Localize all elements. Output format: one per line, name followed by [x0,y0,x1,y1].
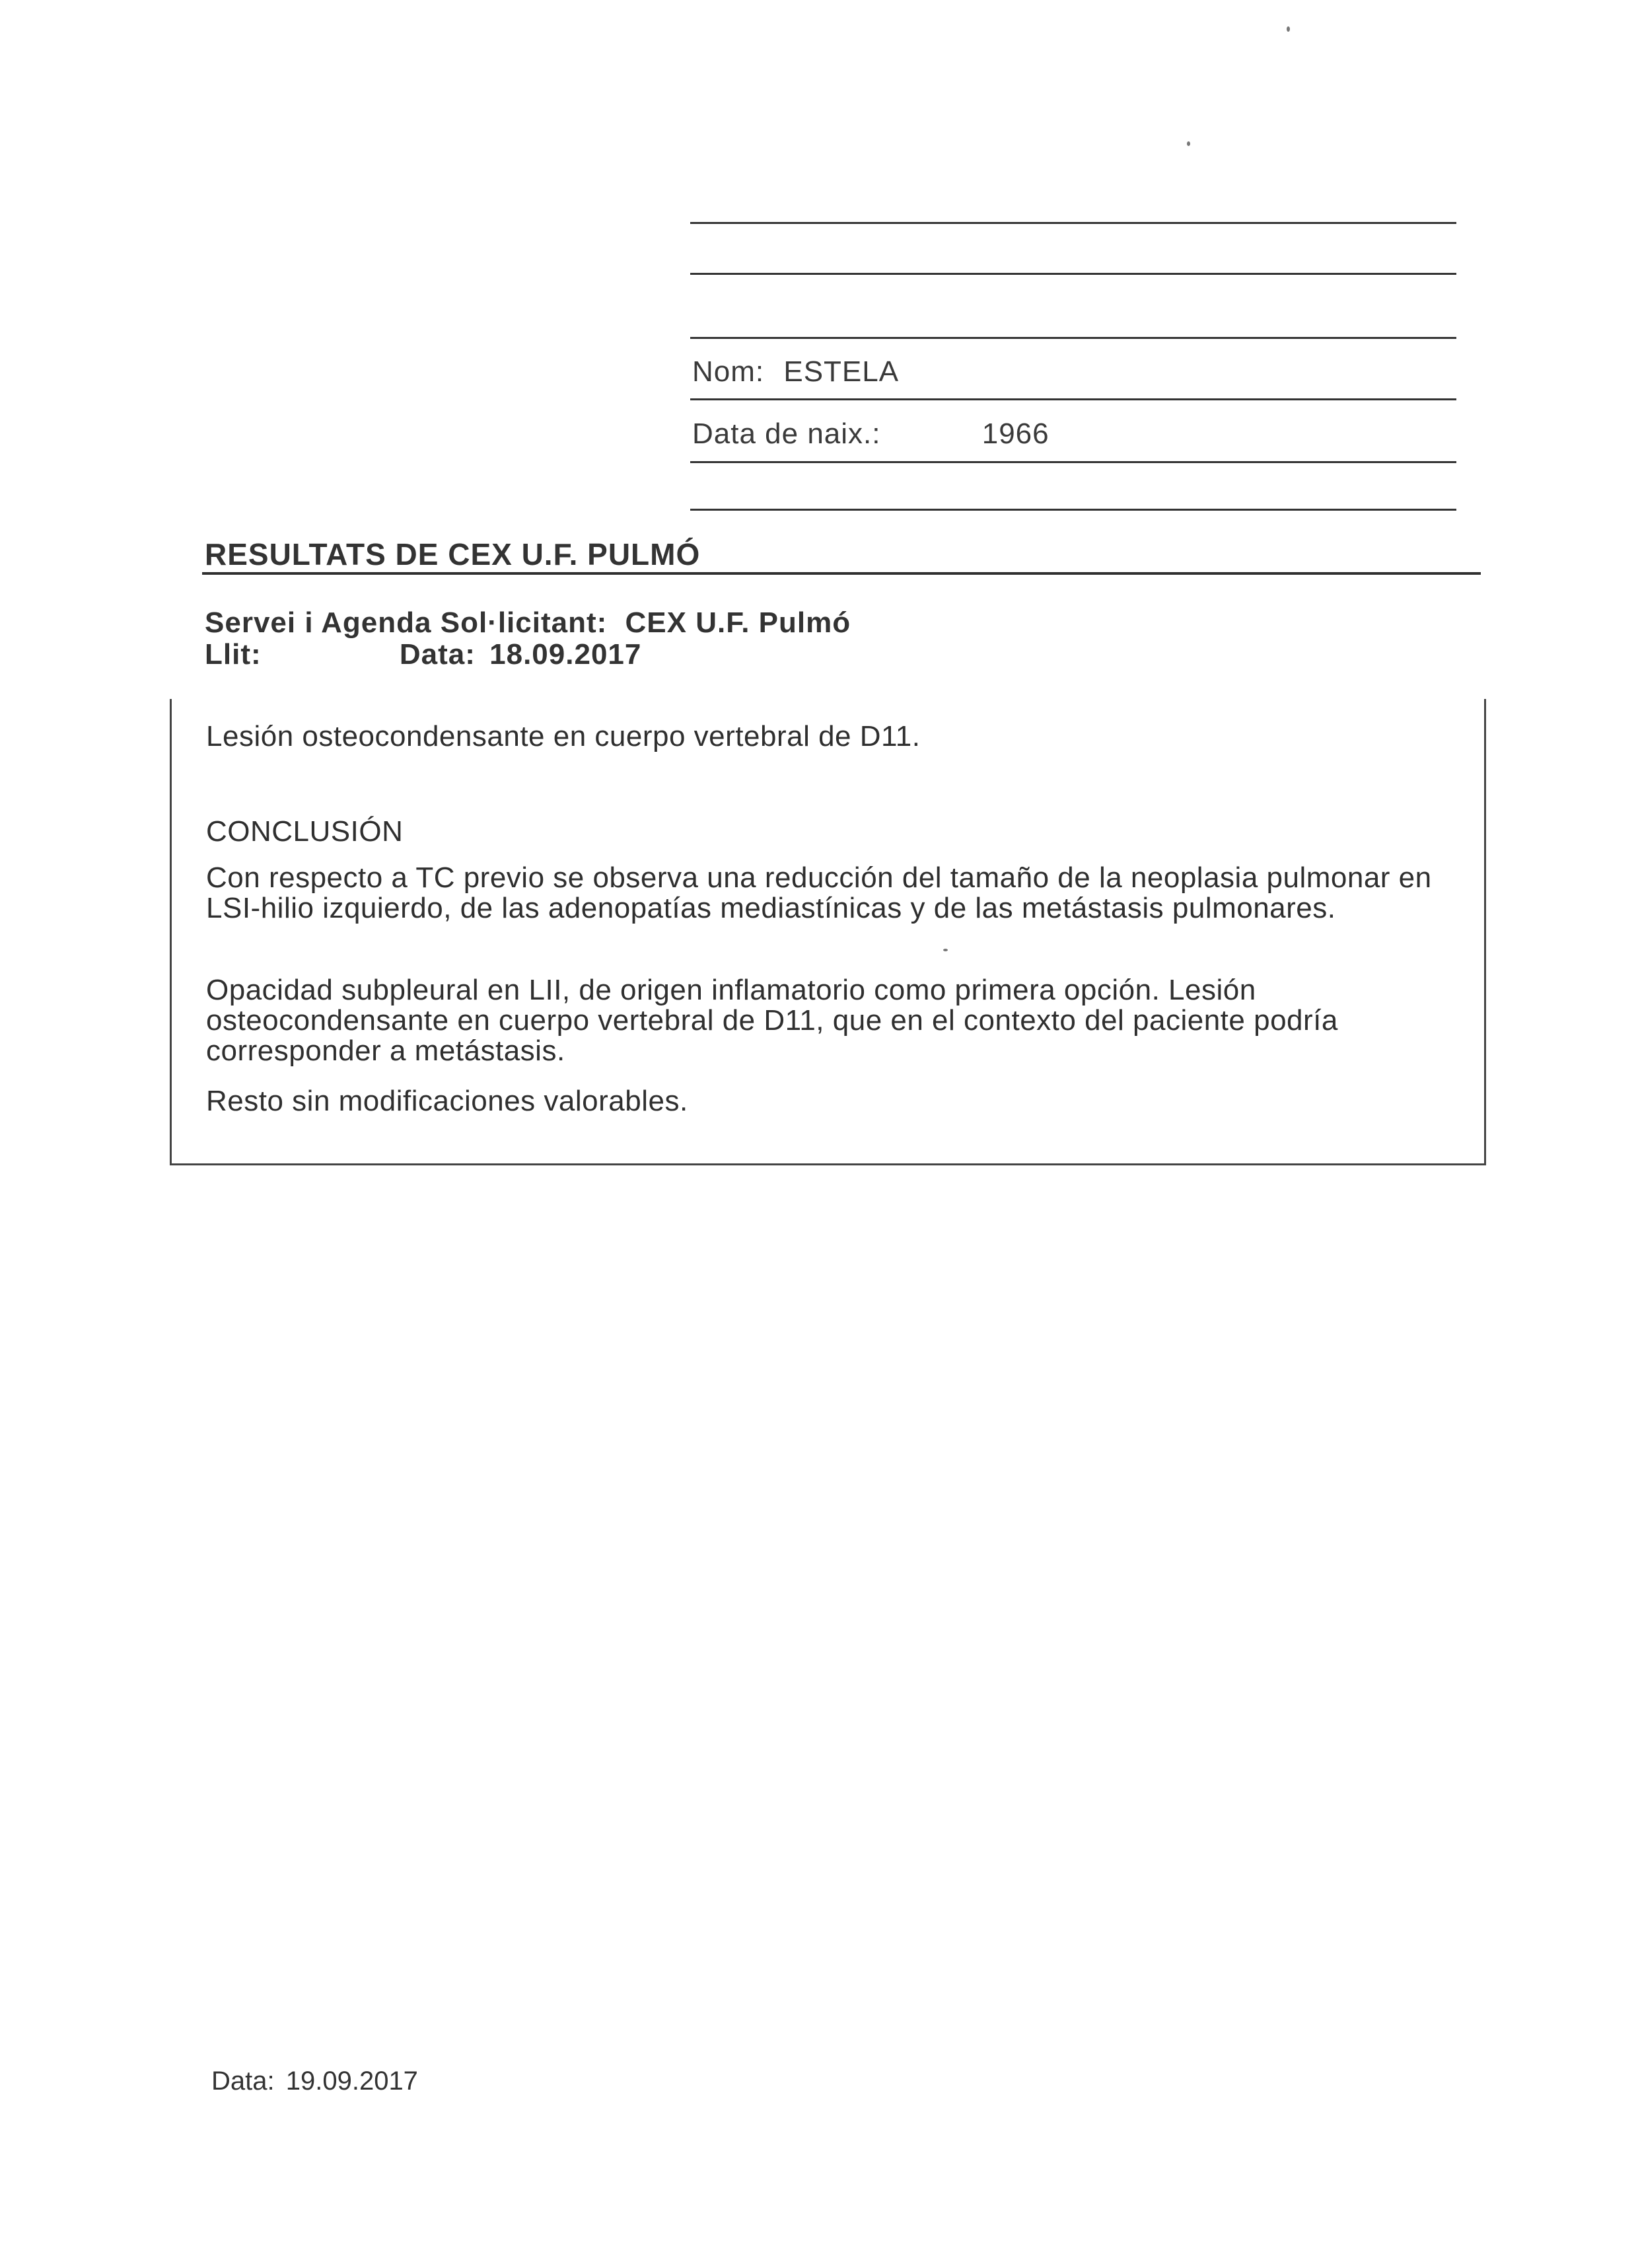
header-rule [690,273,1456,275]
request-date-label: Data: [399,638,476,671]
conclusion-paragraph: Opacidad subpleural en LII, de origen inflamatorio como primera opción. Lesión osteocondensante en cuerpo vertebral de D11, que en el contexto del paciente podría corresponder a metástasis. [206,974,1338,1067]
conclusion-heading: CONCLUSIÓN [206,815,404,848]
patient-name-row [692,355,899,388]
header-rule [690,398,1456,400]
patient-birth-row [692,418,1050,451]
service-label: Servei i Agenda Sol·licitant: [205,606,608,639]
service-value: CEX U.F. Pulmó [625,606,851,639]
bed-label: Llit: [205,638,262,671]
patient-birth-value: 1966 [981,418,1050,450]
header-rule [690,509,1456,511]
footer-date [211,2067,418,2096]
conclusion-paragraph: Con respecto a TC previo se observa una reducción del tamaño de la neoplasia pulmonar en LSI-hilio izquierdo, de las adenopatías mediastínicas y de las metástasis pulmonares. [206,861,1432,924]
header-rule [690,461,1456,463]
scan-speck [1187,141,1190,146]
bed-date-row [205,638,641,671]
request-date-value: 18.09.2017 [489,638,642,671]
scan-speck [1287,26,1290,32]
header-rule [690,222,1456,224]
scan-speck [943,949,948,951]
patient-name-label: Nom: [692,355,765,388]
footer-date-value: 19.09.2017 [285,2067,418,2096]
conclusion-paragraph: Resto sin modificaciones valorables. [206,1085,688,1117]
patient-name-value: ESTELA [783,355,900,388]
section-title-rule [202,572,1481,575]
section-title: RESULTATS DE CEX U.F. PULMÓ [205,537,701,571]
footer-date-label: Data: [211,2067,275,2096]
header-rule [690,337,1456,339]
service-row [205,606,851,640]
report-finding: Lesión osteocondensante en cuerpo vertebral de D11. [206,720,921,752]
patient-birth-label: Data de naix.: [692,418,881,450]
